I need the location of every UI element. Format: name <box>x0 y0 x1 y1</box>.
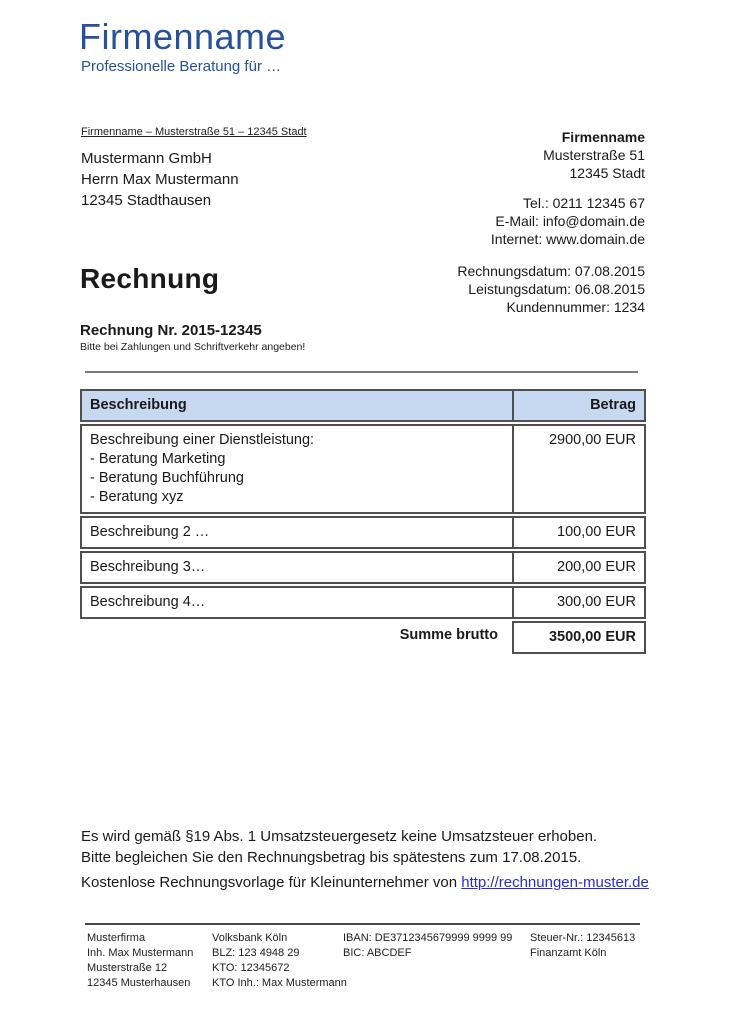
page-title: Rechnung <box>80 263 220 294</box>
footer-line: Musterfirma <box>87 932 146 944</box>
template-source-link[interactable]: http://rechnungen-muster.de <box>461 874 649 891</box>
item-description-line: Beschreibung einer Dienstleistung: <box>90 432 315 448</box>
footer-bank-column <box>212 931 347 991</box>
footer-line: BLZ: 123 4948 29 <box>212 947 300 959</box>
invoice-number-note: Bitte bei Zahlungen und Schriftverkehr angeben! <box>80 341 306 353</box>
invoice-meta-block <box>457 262 645 316</box>
item-description-line: - Beratung xyz <box>90 489 184 505</box>
customer-number: Kundennummer: 1234 <box>506 299 645 315</box>
recipient-city: 12345 Stadthausen <box>81 192 212 209</box>
company-address-block <box>543 128 645 182</box>
recipient-name: Herrn Max Mustermann <box>81 171 239 188</box>
recipient-company: Mustermann GmbH <box>81 150 212 167</box>
template-credit-line <box>81 874 649 891</box>
table-row <box>80 586 646 619</box>
horizontal-rule <box>85 371 638 373</box>
company-email: E-Mail: info@domain.de <box>495 213 645 229</box>
table-header-row <box>80 389 646 422</box>
recipient-address-block <box>81 148 239 211</box>
footer-line: Musterstraße 12 <box>87 962 168 974</box>
item-amount: 300,00 EUR <box>557 594 636 610</box>
footer-line: Finanzamt Köln <box>530 947 607 959</box>
company-name: Firmenname <box>561 129 645 145</box>
tax-note: Es wird gemäß §19 Abs. 1 Umsatzsteuergesetz keine Umsatzsteuer erhoben. <box>81 828 598 845</box>
footer-line: 12345 Musterhausen <box>87 977 191 989</box>
footer-line: IBAN: DE3712345679999 9999 99 <box>343 932 513 944</box>
sender-address-line: Firmenname – Musterstraße 51 – 12345 Stadt <box>81 126 307 138</box>
table-row <box>80 551 646 584</box>
table-row <box>80 424 646 514</box>
payment-due-note: Bitte begleichen Sie den Rechnungsbetrag bis spätestens zum 17.08.2015. <box>81 849 582 866</box>
template-credit-text: Kostenlose Rechnungsvorlage für Kleinunternehmer von <box>81 874 462 891</box>
footer-line: KTO Inh.: Max Mustermann <box>212 977 347 989</box>
item-description <box>82 426 514 512</box>
item-amount: 2900,00 EUR <box>548 432 636 448</box>
footer-iban-column <box>343 931 512 961</box>
total-label: Summe brutto <box>399 627 498 643</box>
brand-name: Firmenname <box>79 16 287 57</box>
item-description-line: - Beratung Buchführung <box>90 470 244 486</box>
company-phone: Tel.: 0211 12345 67 <box>523 195 645 211</box>
invoice-number: Rechnung Nr. 2015-12345 <box>80 322 262 339</box>
footer-line: Volksbank Köln <box>212 932 288 944</box>
items-table <box>80 389 646 654</box>
footer-line: BIC: ABCDEF <box>343 947 412 959</box>
invoice-date: Rechnungsdatum: 07.08.2015 <box>457 263 645 279</box>
footer-company-column <box>87 931 193 991</box>
total-row <box>80 621 646 654</box>
total-amount: 3500,00 EUR <box>512 621 646 654</box>
tax-note-block <box>81 826 597 868</box>
footer-line: KTO: 12345672 <box>212 962 290 974</box>
item-description: Beschreibung 2 … <box>82 518 514 547</box>
column-header-amount: Betrag <box>590 397 636 413</box>
item-description: Beschreibung 3… <box>82 553 514 582</box>
item-description-line: - Beratung Marketing <box>90 451 226 467</box>
footer-tax-column <box>530 931 635 961</box>
company-street: Musterstraße 51 <box>543 147 645 163</box>
service-date: Leistungsdatum: 06.08.2015 <box>468 281 645 297</box>
company-internet: Internet: www.domain.de <box>490 231 645 247</box>
table-row <box>80 516 646 549</box>
company-city: 12345 Stadt <box>569 165 645 181</box>
footer-line: Inh. Max Mustermann <box>87 947 194 959</box>
company-contact-block <box>491 194 645 248</box>
footer-line: Steuer-Nr.: 12345613 <box>530 932 636 944</box>
column-header-description: Beschreibung <box>82 391 514 420</box>
item-amount: 200,00 EUR <box>557 559 636 575</box>
brand-tagline: Professionelle Beratung für … <box>81 58 282 75</box>
item-description: Beschreibung 4… <box>82 588 514 617</box>
item-amount: 100,00 EUR <box>557 524 636 540</box>
footer-rule <box>85 923 640 925</box>
